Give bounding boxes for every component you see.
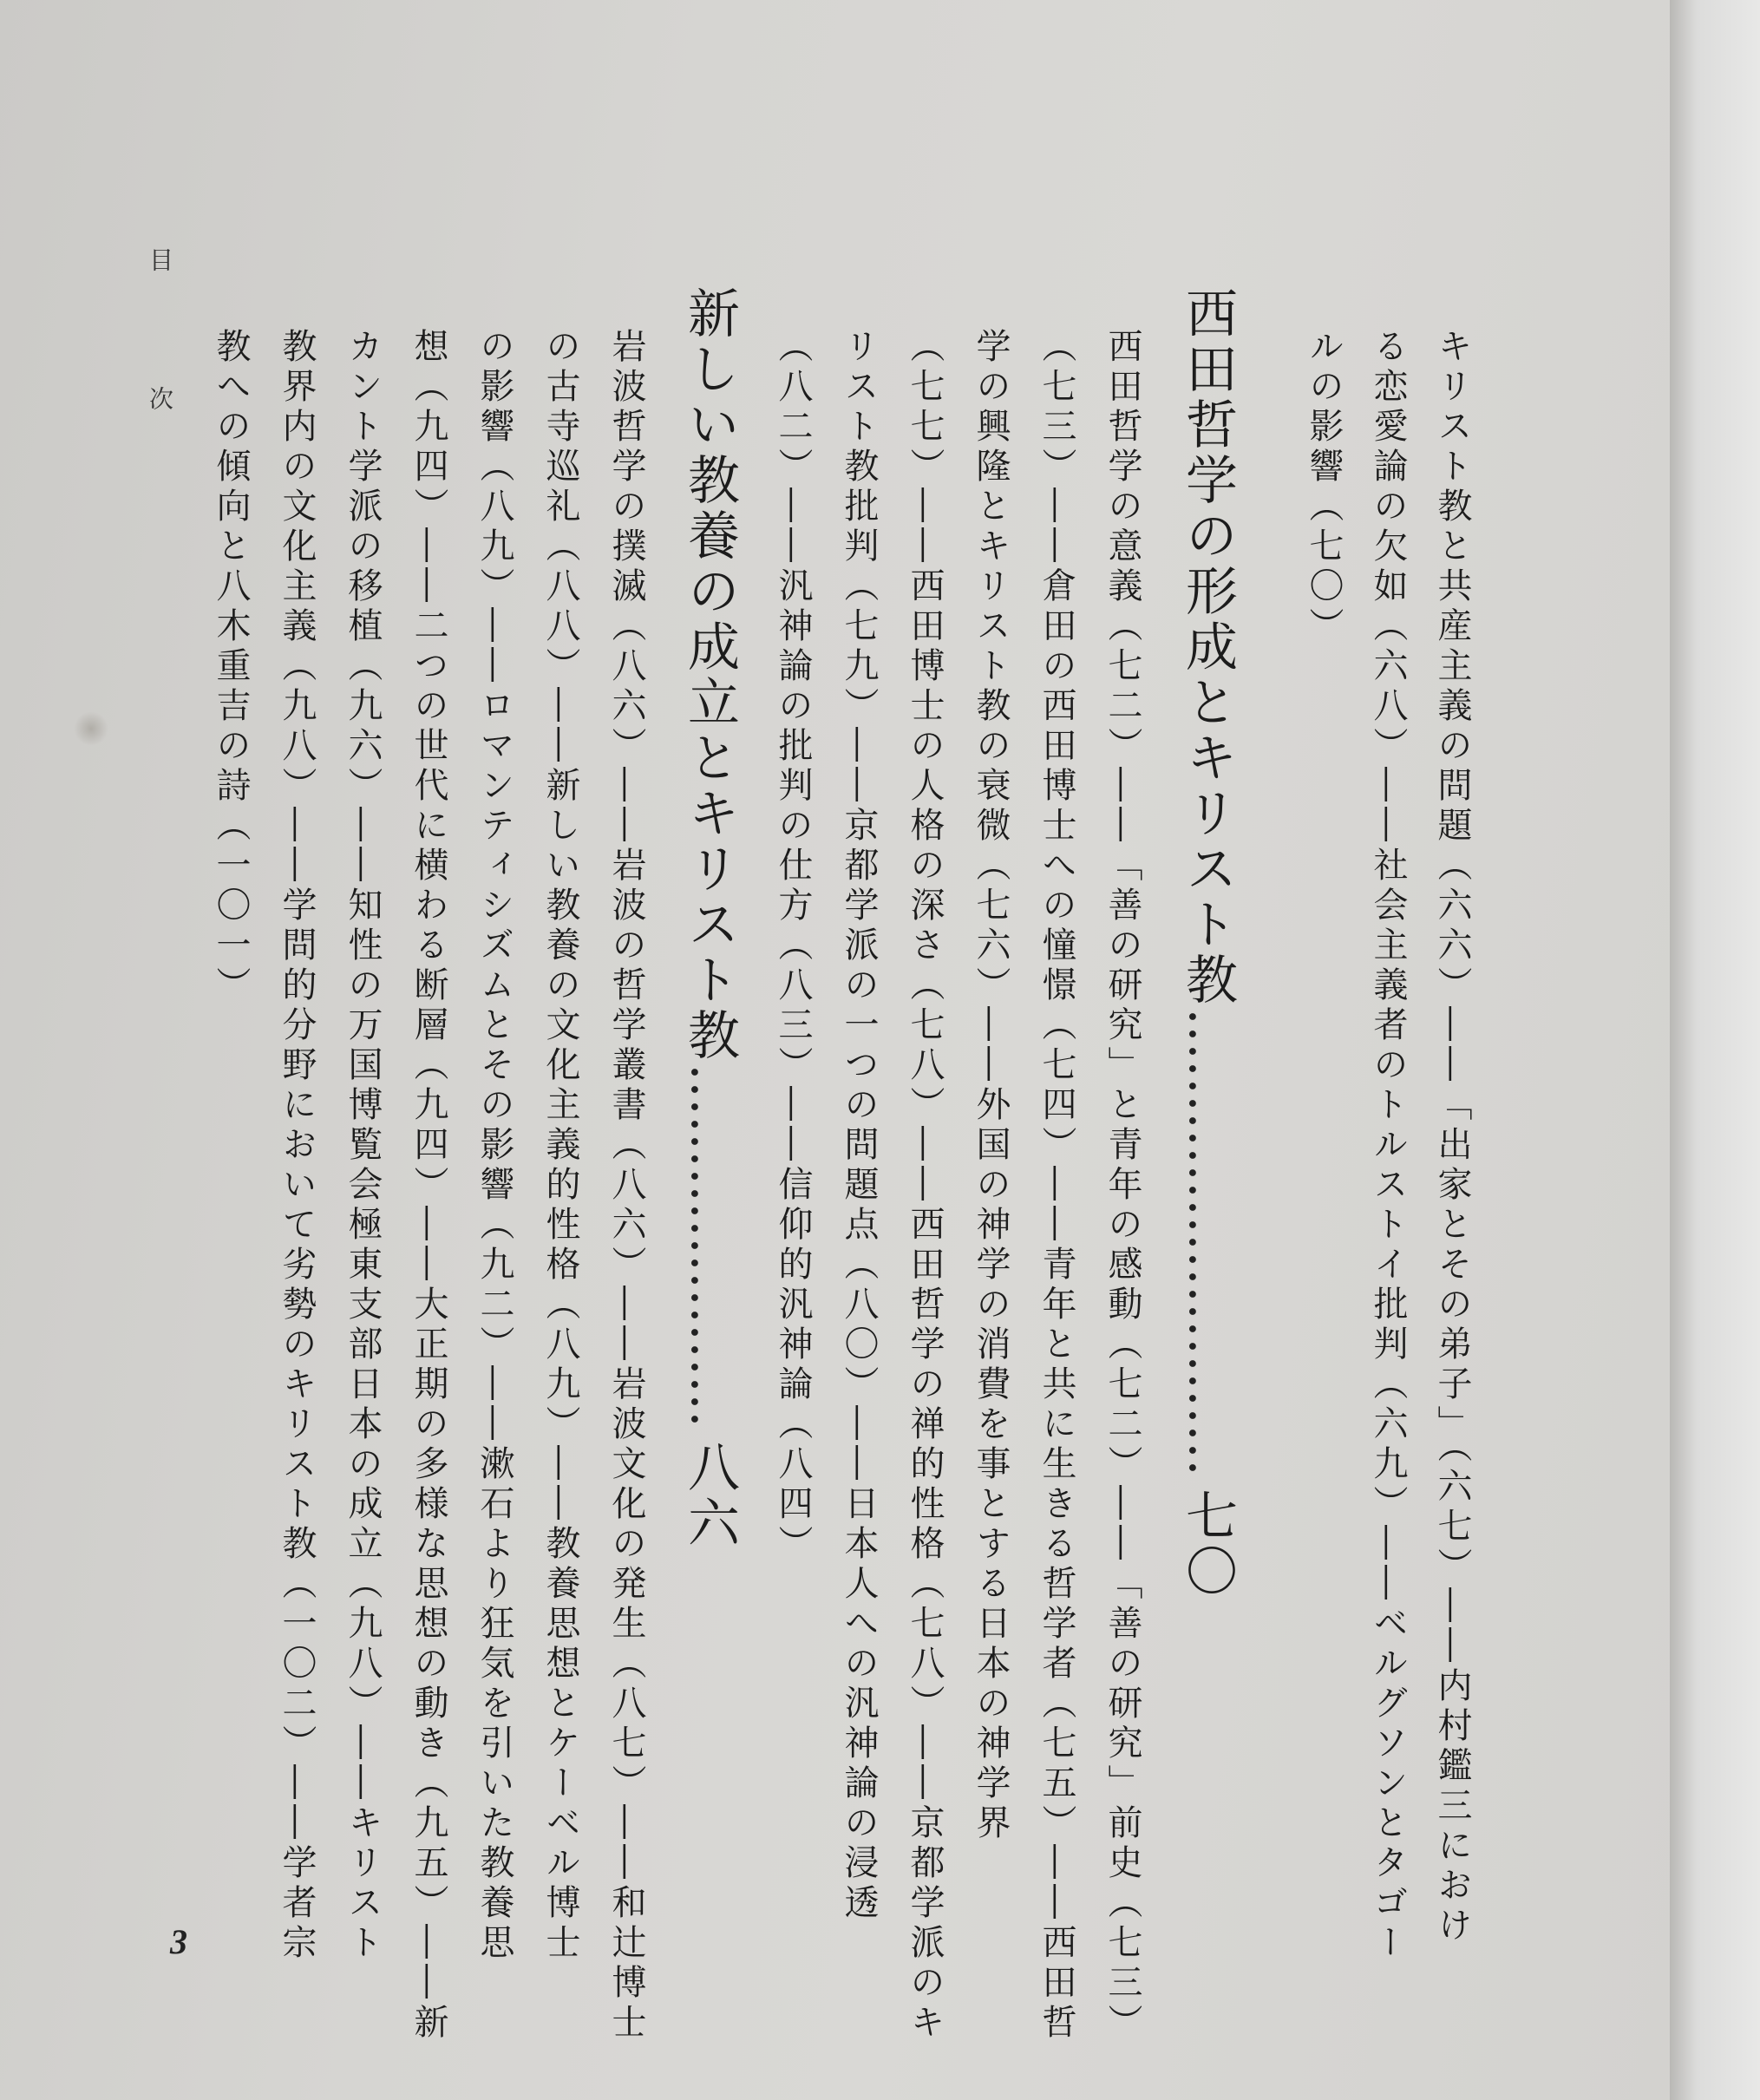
toc-entry-line: 教界内の文化主義（九八）――学問的分野において劣勢のキリスト教（一〇二）――学者宗: [277, 328, 317, 1964]
chapter-page-ref: 八六: [679, 1440, 740, 1551]
chapter-title: 新しい教養の成立とキリスト教: [679, 286, 740, 1063]
toc-entry-line: る恋愛論の欠如（六八）――社会主義者のトルストイ批判（六九）――ベルグソンとタゴー: [1368, 328, 1408, 1964]
toc-entry-line: （七七）――西田博士の人格の深さ（七八）――西田哲学の禅的性格（七八）――京都学派のキ: [905, 328, 945, 2044]
toc-entry-line: 学の興隆とキリスト教の衰微（七六）――外国の神学の消費を事とする日本の神学界: [971, 328, 1011, 1844]
page-edge-shadow: [1670, 0, 1760, 2100]
toc-entry-line: 教への傾向と八木重吉の詩（一〇一）: [211, 328, 251, 1006]
toc-entry-line: の古寺巡礼（八八）――新しい教養の文化主義的性格（八九）――教養思想とケーベル博士: [540, 328, 580, 1964]
toc-entry-line: リスト教批判（七九）――京都学派の一つの問題点（八〇）――日本人への汎神論の浸透: [839, 328, 879, 1924]
toc-entry-line: 想（九四）――二つの世代に横わる断層（九四）――大正期の多様な思想の動き（九五）――新: [409, 328, 448, 2044]
chapter-heading: [668, 286, 740, 1551]
running-header-bottom: 次: [146, 386, 174, 410]
toc-entry-line: 岩波哲学の撲滅（八六）――岩波の哲学叢書（八六）――岩波文化の発生（八七）――和辻博士: [606, 328, 646, 2044]
page-number: 3: [170, 1922, 187, 1961]
toc-entry-line: 西田哲学の意義（七二）――「善の研究」と青年の感動（七二）――「善の研究」前史（七三）: [1102, 328, 1142, 2044]
toc-entry-line: カント学派の移植（九六）――知性の万国博覧会極東支部日本の成立（九八）――キリスト: [343, 328, 383, 1964]
paper-stain: [74, 711, 108, 746]
toc-entry-line: ルの影響（七〇）: [1304, 328, 1344, 647]
running-header-top: 目: [146, 247, 174, 271]
toc-entry-line: （七三）――倉田の西田博士への憧憬（七四）――青年と共に生きる哲学者（七五）――西田哲: [1037, 328, 1076, 2044]
chapter-heading: [1166, 286, 1238, 1600]
toc-entry-line: キリスト教と共産主義の問題（六六）――「出家とその弟子」（六七）――内村鑑三におけ: [1432, 328, 1472, 1946]
leader-dots: …………………: [679, 1063, 740, 1428]
toc-entry-line: （八二）――汎神論の批判の仕方（八三）――信仰的汎神論（八四）: [773, 328, 813, 1565]
chapter-title: 西田哲学の形成とキリスト教: [1177, 286, 1238, 1008]
toc-entry-line: の影響（八九）――ロマンティシズムとその影響（九二）――漱石より狂気を引いた教養思: [474, 328, 514, 1964]
chapter-page-ref: 七〇: [1177, 1488, 1238, 1600]
leader-dots: ………………………: [1177, 1008, 1238, 1476]
